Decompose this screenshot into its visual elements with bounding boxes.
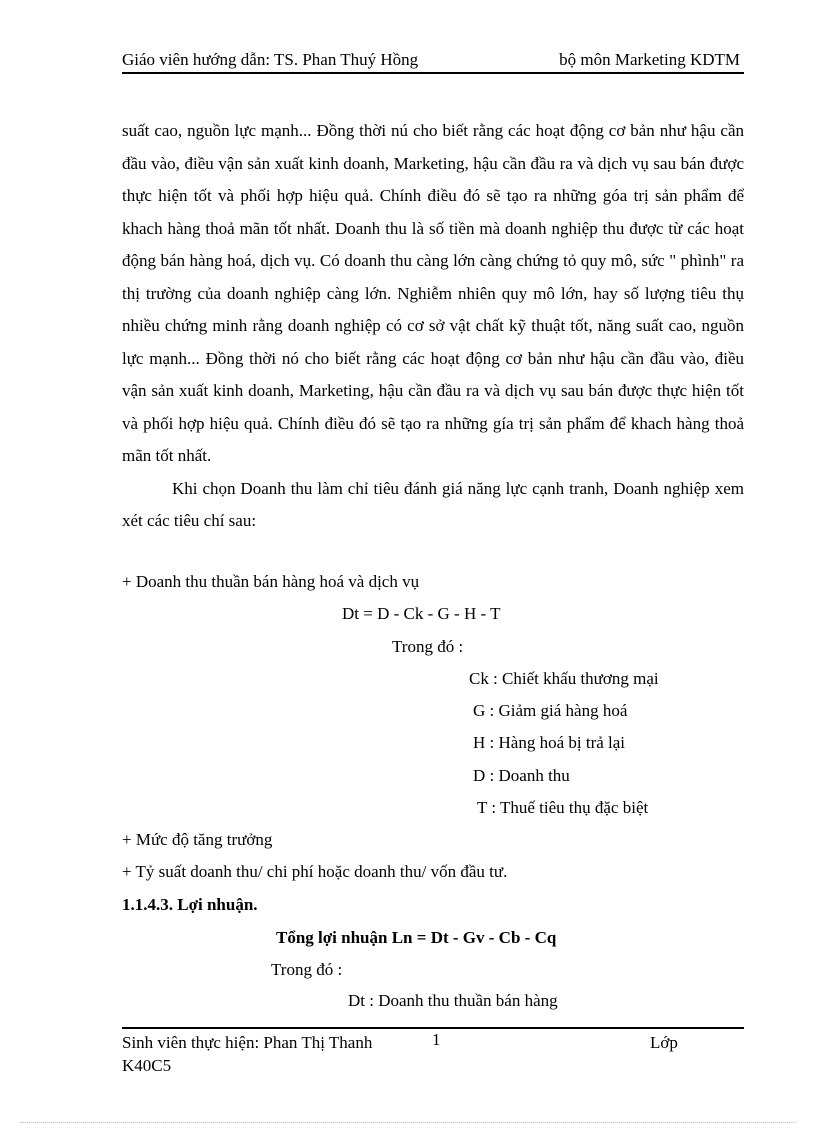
footer-rule bbox=[122, 1027, 744, 1029]
definition-g: G : Giảm giá hàng hoá bbox=[473, 701, 628, 720]
paragraph-criteria: Khi chọn Doanh thu làm chỉ tiêu đánh giá năng lực cạnh tranh, Doanh nghiệp xem xét các tiêu chí sau: bbox=[122, 478, 744, 530]
footer-class-label: Lớp bbox=[650, 1033, 678, 1052]
where-label: Trong đó : bbox=[392, 637, 464, 656]
footer-class-code: K40C5 bbox=[122, 1056, 172, 1075]
definition-ck: Ck : Chiết khấu thương mại bbox=[469, 669, 659, 688]
body-text bbox=[122, 115, 744, 538]
paragraph-revenue: suất cao, nguồn lực mạnh... Đồng thời nú cho biết rằng các hoạt động cơ bản như hậu cần đầu vào, điều vận sản xuất kinh doanh, Marketing, hậu cần đầu ra và dịch vụ sau bán được thực hiện tốt và phối hợp hiệu quả. Chính điều đó sẽ tạo ra những góa trị sản phẩm để khach hàng thoả mãn tốt nhất. Doanh thu là số tiền mà doanh nghiệp thu được từ các hoạt động bán hàng hoá, dịch vụ. Có doanh thu càng lớn càng chứng tỏ quy mô, sức " phình" ra thị trường của doanh nghiệp càng lớn. Nghiễm nhiên quy mô lớn, hay số lượng tiêu thụ nhiều chứng minh rằng doanh nghiệp có cơ sở vật chất kỹ thuật tốt, năng suất cao, nguồn lực mạnh... Đồng thời nó cho biết rằng các hoạt động cơ bản như hậu cần đầu vào, điều vận sản xuất kinh doanh, Marketing, hậu cần đầu ra và dịch vụ sau bán được thực hiện tốt và phối hợp hiệu quả. Chính điều đó sẽ tạo ra những gía trị sản phẩm để khach hàng thoả mãn tốt nhất. bbox=[122, 121, 744, 465]
bullet-net-revenue: + Doanh thu thuần bán hàng hoá và dịch vụ bbox=[122, 572, 420, 591]
definition-h: H : Hàng hoá bị trả lại bbox=[473, 733, 626, 752]
definition-dt: Dt : Doanh thu thuần bán hàng bbox=[348, 991, 558, 1010]
footer-student: Sinh viên thực hiện: Phan Thị Thanh bbox=[122, 1033, 373, 1052]
definition-t: T : Thuế tiêu thụ đặc biệt bbox=[477, 798, 649, 817]
formula-profit: Tổng lợi nhuận Ln = Dt - Gv - Cb - Cq bbox=[276, 928, 557, 947]
bullet-ratio: + Tỷ suất doanh thu/ chi phí hoặc doanh thu/ vốn đầu tư. bbox=[122, 862, 508, 881]
definition-d: D : Doanh thu bbox=[473, 766, 570, 785]
page-number: 1 bbox=[432, 1030, 441, 1049]
formula-revenue: Dt = D - Ck - G - H - T bbox=[342, 604, 501, 623]
where-label-profit: Trong đó : bbox=[271, 960, 343, 979]
section-heading: 1.1.4.3. Lợi nhuận. bbox=[122, 895, 258, 914]
header-advisor: Giáo viên hướng dẫn: TS. Phan Thuý Hồng bbox=[122, 50, 419, 69]
header-department: bộ môn Marketing KDTM bbox=[559, 50, 740, 69]
bullet-growth: + Mức độ tăng trưởng bbox=[122, 830, 273, 849]
page-header bbox=[122, 48, 744, 74]
